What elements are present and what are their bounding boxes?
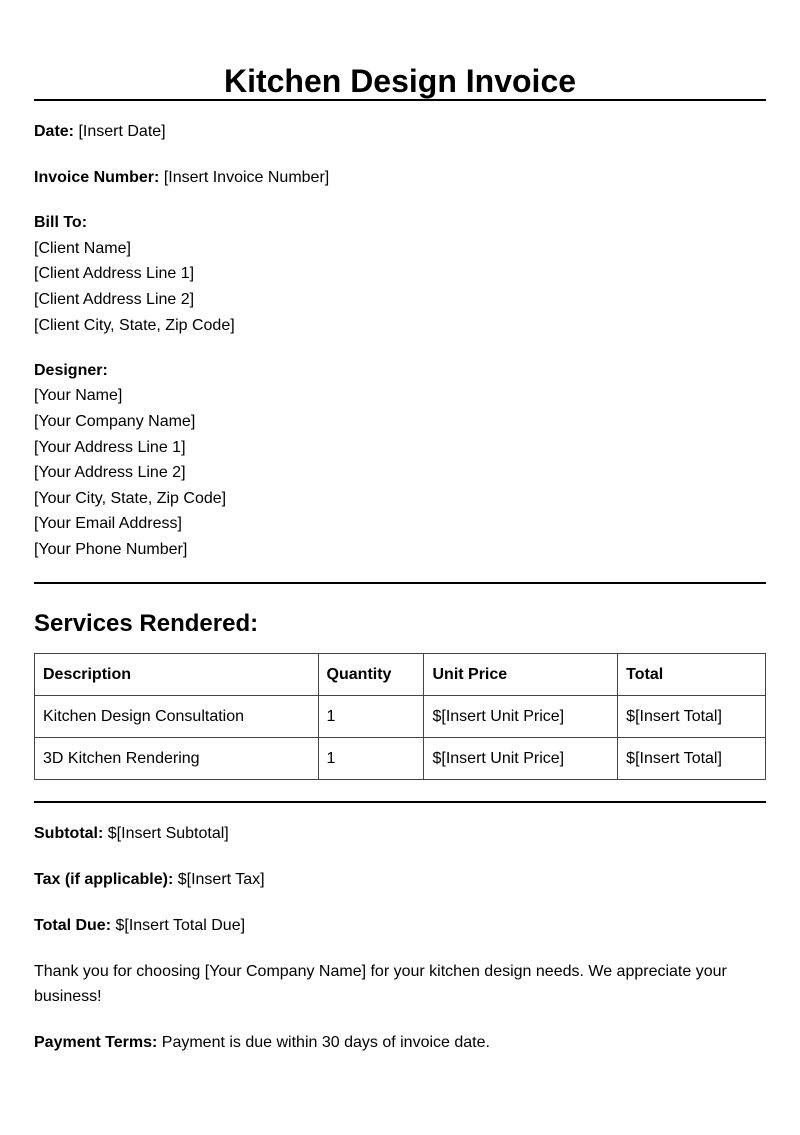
invoice-number-label: Invoice Number: xyxy=(34,168,160,186)
column-header-total: Total xyxy=(618,654,766,696)
table-row xyxy=(35,738,766,780)
cell-unit-price: $[Insert Unit Price] xyxy=(424,738,618,780)
table-header-row xyxy=(35,654,766,696)
cell-total: $[Insert Total] xyxy=(618,696,766,738)
bill-to-label: Bill To: xyxy=(34,214,88,232)
designer-block xyxy=(34,358,766,563)
divider-top xyxy=(34,99,766,101)
date-row xyxy=(34,119,766,145)
subtotal-value: $[Insert Subtotal] xyxy=(107,825,229,843)
total-due-value: $[Insert Total Due] xyxy=(115,917,246,935)
payment-terms-row xyxy=(34,1030,766,1056)
date-label: Date: xyxy=(34,123,75,140)
thank-you-note: Thank you for choosing [Your Company Name] for your kitchen design needs. We appreciate your business! xyxy=(34,962,727,1006)
date-value: [Insert Date] xyxy=(78,123,166,140)
designer-line: [Your Phone Number] xyxy=(34,540,188,558)
invoice-number-value: [Insert Invoice Number] xyxy=(163,168,330,186)
services-title: Services Rendered: xyxy=(34,610,259,638)
payment-terms-value: Payment is due within 30 days of invoice date. xyxy=(161,1033,490,1051)
page-title: Kitchen Design Invoice xyxy=(223,63,577,99)
designer-line: [Your Email Address] xyxy=(34,515,182,533)
designer-line: [Your Address Line 2] xyxy=(34,464,186,482)
cell-total: $[Insert Total] xyxy=(618,738,766,780)
column-header-unit-price: Unit Price xyxy=(424,654,618,696)
subtotal-label: Subtotal: xyxy=(34,825,104,843)
tax-value: $[Insert Tax] xyxy=(177,871,265,889)
designer-line: [Your Address Line 1] xyxy=(34,438,186,456)
designer-line: [Your City, State, Zip Code] xyxy=(34,489,227,507)
total-due-label: Total Due: xyxy=(34,917,112,935)
cell-quantity: 1 xyxy=(318,738,424,780)
tax-row xyxy=(34,867,766,893)
bill-to-line: [Client City, State, Zip Code] xyxy=(34,316,235,334)
subtotal-row xyxy=(34,821,766,847)
bill-to-line: [Client Address Line 2] xyxy=(34,290,195,308)
divider-middle xyxy=(34,582,766,584)
invoice-number-row xyxy=(34,165,766,191)
cell-quantity: 1 xyxy=(318,696,424,738)
divider-bottom xyxy=(34,801,766,803)
payment-terms-label: Payment Terms: xyxy=(34,1033,158,1051)
designer-line: [Your Name] xyxy=(34,387,123,405)
cell-description: Kitchen Design Consultation xyxy=(35,696,319,738)
column-header-description: Description xyxy=(35,654,319,696)
total-due-row xyxy=(34,913,766,939)
designer-label: Designer: xyxy=(34,361,108,379)
table-row xyxy=(35,696,766,738)
bill-to-block xyxy=(34,210,766,338)
column-header-quantity: Quantity xyxy=(318,654,424,696)
tax-label: Tax (if applicable): xyxy=(34,871,174,889)
bill-to-line: [Client Name] xyxy=(34,239,131,257)
cell-description: 3D Kitchen Rendering xyxy=(35,738,319,780)
bill-to-line: [Client Address Line 1] xyxy=(34,265,195,283)
cell-unit-price: $[Insert Unit Price] xyxy=(424,696,618,738)
designer-line: [Your Company Name] xyxy=(34,412,196,430)
services-table xyxy=(34,653,766,780)
